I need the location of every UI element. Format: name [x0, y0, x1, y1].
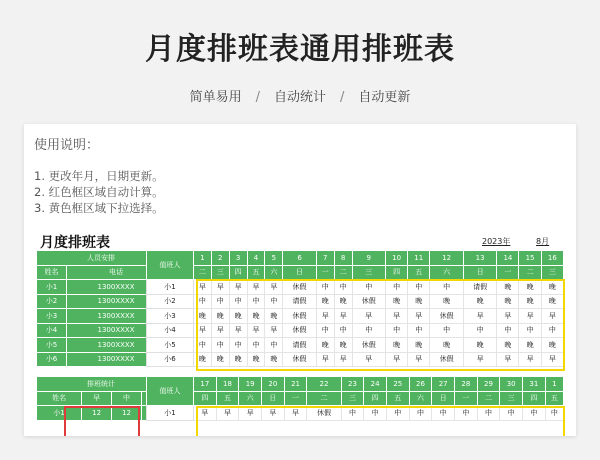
tag-easy: 简单易用: [189, 90, 242, 105]
usage-title: 使用说明：: [34, 138, 100, 153]
staff-name[interactable]: 小1: [37, 280, 67, 295]
day-number: 26: [409, 377, 432, 392]
day-number: 19: [239, 377, 262, 392]
shift-cell[interactable]: 早: [352, 309, 386, 324]
duty-person-name: 小3: [147, 309, 194, 324]
shift-cell[interactable]: 中: [316, 323, 334, 338]
shift-cell[interactable]: 早: [229, 280, 247, 295]
shift-cell[interactable]: 早: [463, 352, 497, 367]
shift-cell[interactable]: 晚: [316, 294, 334, 309]
usage-item: 3. 黄色框区域下拉选择。: [34, 201, 164, 215]
shift-cell[interactable]: 中: [247, 338, 265, 353]
shift-cell[interactable]: 晚: [334, 338, 352, 353]
stats-value: 12: [112, 406, 142, 421]
shift-cell[interactable]: 晚: [265, 309, 283, 324]
shift-cell[interactable]: 晚: [386, 294, 408, 309]
shift-cell[interactable]: 晚: [229, 352, 247, 367]
staff-phone[interactable]: 1300XXXX: [67, 280, 166, 295]
tag-separator: /: [255, 90, 260, 105]
day-number: 10: [386, 251, 408, 266]
shift-cell[interactable]: 中: [432, 406, 455, 421]
shift-cell[interactable]: 早: [284, 406, 307, 421]
staff-name[interactable]: 小4: [37, 323, 67, 338]
shift-cell[interactable]: 早: [334, 309, 352, 324]
weekday-label: 六: [265, 265, 283, 280]
staff-phone[interactable]: 1300XXXX: [67, 323, 166, 338]
shift-cell[interactable]: 早: [247, 280, 265, 295]
staff-phone[interactable]: 1300XXXX: [67, 294, 166, 309]
shift-cell[interactable]: 晚: [541, 294, 563, 309]
col-name-header: 姓名: [37, 265, 67, 280]
stats-value: 小1: [37, 406, 82, 421]
shift-cell[interactable]: 早: [316, 352, 334, 367]
shift-cell[interactable]: 中: [194, 338, 212, 353]
shift-cell[interactable]: 早: [497, 309, 519, 324]
day-number: 13: [463, 251, 497, 266]
page-title: 月度排班表通用排班表: [145, 32, 455, 67]
day-number: 28: [454, 377, 477, 392]
weekday-label: 日: [283, 265, 317, 280]
shift-cell[interactable]: 中: [430, 280, 464, 295]
shift-cell[interactable]: 晚: [386, 338, 408, 353]
staff-name[interactable]: 小3: [37, 309, 67, 324]
col-phone-header: 电话: [67, 265, 166, 280]
weekday-label: 四: [386, 265, 408, 280]
weekday-label: 二: [194, 265, 212, 280]
day-number: 1: [194, 251, 212, 266]
shift-cell[interactable]: 早: [316, 309, 334, 324]
weekday-label: 四: [523, 391, 546, 406]
weekday-label: 六: [409, 391, 432, 406]
duty-person-header: 值班人: [147, 377, 194, 406]
day-number: 12: [430, 251, 464, 266]
weekday-label: 四: [364, 391, 387, 406]
staff-phone[interactable]: 1300XXXX: [67, 352, 166, 367]
weekday-label: 二: [519, 265, 541, 280]
shift-cell[interactable]: 早: [541, 352, 563, 367]
shift-cell[interactable]: 休假: [307, 406, 341, 421]
staff-table-title: 人员安排: [37, 251, 166, 266]
duty-person-name: 小6: [147, 352, 194, 367]
shift-cell[interactable]: 早: [216, 406, 239, 421]
shift-cell[interactable]: 中: [316, 280, 334, 295]
shift-cell[interactable]: 早: [334, 352, 352, 367]
shift-cell[interactable]: 晚: [247, 352, 265, 367]
shift-cell[interactable]: 中: [463, 323, 497, 338]
stats-col-header: 姓名: [37, 391, 82, 406]
shift-cell[interactable]: 晚: [541, 280, 563, 295]
day-number: 3: [229, 251, 247, 266]
shift-cell[interactable]: 休假: [430, 309, 464, 324]
shift-cell[interactable]: 中: [341, 406, 364, 421]
shift-cell[interactable]: 早: [194, 406, 217, 421]
shift-cell[interactable]: 中: [523, 406, 546, 421]
day-number: 5: [265, 251, 283, 266]
shift-cell[interactable]: 早: [352, 352, 386, 367]
weekday-label: 三: [341, 391, 364, 406]
weekday-label: 四: [194, 391, 217, 406]
day-number: 22: [307, 377, 341, 392]
day-number: 6: [283, 251, 317, 266]
shift-cell[interactable]: 早: [386, 309, 408, 324]
shift-cell[interactable]: 中: [541, 323, 563, 338]
shift-cell[interactable]: 晚: [229, 309, 247, 324]
shift-cell[interactable]: 晚: [408, 338, 430, 353]
weekday-label: 三: [500, 391, 523, 406]
shift-cell[interactable]: 晚: [519, 280, 541, 295]
shift-cell[interactable]: 中: [409, 406, 432, 421]
duty-person-name: 小1: [147, 406, 194, 421]
shift-cell[interactable]: 中: [408, 323, 430, 338]
weekday-label: 一: [497, 265, 519, 280]
shift-cell[interactable]: 早: [194, 280, 212, 295]
shift-cell[interactable]: 中: [352, 280, 386, 295]
shift-cell[interactable]: 早: [519, 309, 541, 324]
shift-cell[interactable]: 中: [265, 294, 283, 309]
day-number: 2: [211, 251, 229, 266]
shift-cell[interactable]: 请假: [463, 280, 497, 295]
weekday-label: 三: [352, 265, 386, 280]
shift-cell[interactable]: 晚: [430, 338, 464, 353]
feature-tags: [0, 86, 600, 105]
weekday-label: 一: [316, 265, 334, 280]
shift-cell[interactable]: 中: [352, 323, 386, 338]
shift-cell[interactable]: 晚: [497, 338, 519, 353]
shift-cell[interactable]: 早: [265, 323, 283, 338]
day-number: 25: [386, 377, 409, 392]
shift-cell[interactable]: 晚: [247, 309, 265, 324]
shift-cell[interactable]: 晚: [519, 338, 541, 353]
tag-separator: /: [340, 90, 345, 105]
duty-person-header: 值班人: [147, 251, 194, 280]
staff-phone[interactable]: 1300XXXX: [67, 338, 166, 353]
day-number: 14: [497, 251, 519, 266]
shift-cell[interactable]: 早: [408, 352, 430, 367]
year-select[interactable]: 2023年: [482, 237, 511, 246]
stats-col-header: 中: [112, 391, 142, 406]
shift-cell[interactable]: 早: [497, 352, 519, 367]
shift-cell[interactable]: 中: [386, 323, 408, 338]
day-number: 20: [262, 377, 285, 392]
shift-cell[interactable]: 中: [229, 294, 247, 309]
day-number: 31: [523, 377, 546, 392]
dropdown-area-highlight: [196, 406, 565, 436]
shift-cell[interactable]: 中: [454, 406, 477, 421]
shift-cell[interactable]: 早: [262, 406, 285, 421]
duty-person-name: 小4: [147, 323, 194, 338]
tag-auto-stats: 自动统计: [273, 90, 326, 105]
day-number: 21: [284, 377, 307, 392]
weekday-label: 三: [541, 265, 563, 280]
weekday-label: 六: [430, 265, 464, 280]
shift-cell[interactable]: 早: [519, 352, 541, 367]
shift-cell[interactable]: 晚: [194, 352, 212, 367]
weekday-label: 四: [229, 265, 247, 280]
shift-cell[interactable]: 晚: [463, 338, 497, 353]
weekday-label: 五: [386, 391, 409, 406]
weekday-label: 一: [454, 391, 477, 406]
shift-cell[interactable]: 早: [541, 309, 563, 324]
day-number: 15: [519, 251, 541, 266]
shift-cell[interactable]: 晚: [541, 338, 563, 353]
duty-person-name: 小2: [147, 294, 194, 309]
stats-col-header: 早: [82, 391, 112, 406]
shift-cell[interactable]: 中: [519, 323, 541, 338]
weekday-label: 五: [545, 391, 563, 406]
sheet-title: 月度排班表: [40, 235, 110, 251]
day-number: 4: [247, 251, 265, 266]
weekday-label: 三: [211, 265, 229, 280]
shift-cell[interactable]: 休假: [352, 338, 386, 353]
auto-calc-area-highlight: [64, 406, 140, 436]
shift-cell[interactable]: 中: [334, 280, 352, 295]
shift-cell[interactable]: 早: [386, 352, 408, 367]
shift-cell[interactable]: 中: [265, 338, 283, 353]
shift-cell[interactable]: 晚: [334, 294, 352, 309]
shift-cell[interactable]: 中: [477, 406, 500, 421]
duty-person-name: 小1: [147, 280, 194, 295]
shift-cell[interactable]: 晚: [430, 294, 464, 309]
staff-name[interactable]: 小2: [37, 294, 67, 309]
usage-list: [34, 168, 164, 216]
usage-item: 2. 红色框区域自动计算。: [34, 185, 164, 199]
shift-cell[interactable]: 中: [229, 338, 247, 353]
shift-cell[interactable]: 中: [386, 406, 409, 421]
weekday-label: 日: [262, 391, 285, 406]
day-number: 1: [545, 377, 563, 392]
shift-cell[interactable]: 晚: [519, 294, 541, 309]
shift-cell[interactable]: 休假: [352, 294, 386, 309]
shift-cell[interactable]: 晚: [194, 309, 212, 324]
shift-cell[interactable]: 晚: [211, 309, 229, 324]
weekday-label: 五: [247, 265, 265, 280]
shift-cell[interactable]: 休假: [283, 280, 317, 295]
shift-cell[interactable]: 晚: [497, 294, 519, 309]
staff-name[interactable]: 小5: [37, 338, 67, 353]
shift-cell[interactable]: 请假: [283, 294, 317, 309]
stats-value: 12: [82, 406, 112, 421]
day-number: 29: [477, 377, 500, 392]
shift-cell[interactable]: 请假: [283, 338, 317, 353]
weekday-label: 日: [463, 265, 497, 280]
shift-cell[interactable]: 中: [497, 323, 519, 338]
day-number: 27: [432, 377, 455, 392]
duty-person-name: 小5: [147, 338, 194, 353]
day-number: 24: [364, 377, 387, 392]
shift-cell[interactable]: 早: [211, 323, 229, 338]
shift-cell[interactable]: 早: [211, 280, 229, 295]
shift-cell[interactable]: 休假: [283, 309, 317, 324]
shift-cell[interactable]: 晚: [265, 352, 283, 367]
shift-cell[interactable]: 晚: [408, 294, 430, 309]
shift-cell[interactable]: 中: [211, 338, 229, 353]
shift-cell[interactable]: 中: [364, 406, 387, 421]
shift-cell[interactable]: 中: [500, 406, 523, 421]
day-number: 9: [352, 251, 386, 266]
shift-cell[interactable]: 中: [194, 294, 212, 309]
weekday-label: 五: [216, 391, 239, 406]
day-number: 8: [334, 251, 352, 266]
shift-cell[interactable]: 中: [430, 323, 464, 338]
shift-cell[interactable]: 中: [247, 294, 265, 309]
weekday-label: 二: [307, 391, 341, 406]
day-number: 30: [500, 377, 523, 392]
weekday-label: 日: [432, 391, 455, 406]
weekday-label: 二: [334, 265, 352, 280]
shift-cell[interactable]: 早: [408, 309, 430, 324]
shift-cell[interactable]: 晚: [211, 352, 229, 367]
weekday-label: 六: [239, 391, 262, 406]
weekday-label: 二: [477, 391, 500, 406]
day-number: 23: [341, 377, 364, 392]
day-number: 7: [316, 251, 334, 266]
staff-name[interactable]: 小6: [37, 352, 67, 367]
usage-item: 1. 更改年月，日期更新。: [34, 169, 164, 183]
spreadsheet-preview: [24, 124, 576, 436]
day-number: 17: [194, 377, 217, 392]
shift-cell[interactable]: 早: [265, 280, 283, 295]
shift-cell[interactable]: 休假: [430, 352, 464, 367]
shift-cell[interactable]: 中: [408, 280, 430, 295]
shift-cell[interactable]: 休假: [283, 323, 317, 338]
day-number: 11: [408, 251, 430, 266]
shift-cell[interactable]: 中: [386, 280, 408, 295]
day-number: 16: [541, 251, 563, 266]
month-select[interactable]: 8月: [536, 237, 550, 246]
shift-cell[interactable]: 早: [229, 323, 247, 338]
shift-cell[interactable]: 早: [194, 323, 212, 338]
shift-cell[interactable]: 中: [545, 406, 563, 421]
tag-auto-update: 自动更新: [358, 90, 411, 105]
weekday-label: 一: [284, 391, 307, 406]
shift-cell[interactable]: 休假: [283, 352, 317, 367]
weekday-label: 五: [408, 265, 430, 280]
day-number: 18: [216, 377, 239, 392]
shift-cell[interactable]: 晚: [316, 338, 334, 353]
shift-cell[interactable]: 晚: [497, 280, 519, 295]
shift-cell[interactable]: 早: [463, 309, 497, 324]
dropdown-area-highlight: [196, 279, 565, 371]
stats-table-title: 排班统计: [37, 377, 166, 392]
shift-cell[interactable]: 晚: [463, 294, 497, 309]
shift-cell[interactable]: 早: [247, 323, 265, 338]
shift-cell[interactable]: 早: [239, 406, 262, 421]
shift-cell[interactable]: 中: [211, 294, 229, 309]
staff-phone[interactable]: 1300XXXX: [67, 309, 166, 324]
shift-cell[interactable]: 中: [334, 323, 352, 338]
